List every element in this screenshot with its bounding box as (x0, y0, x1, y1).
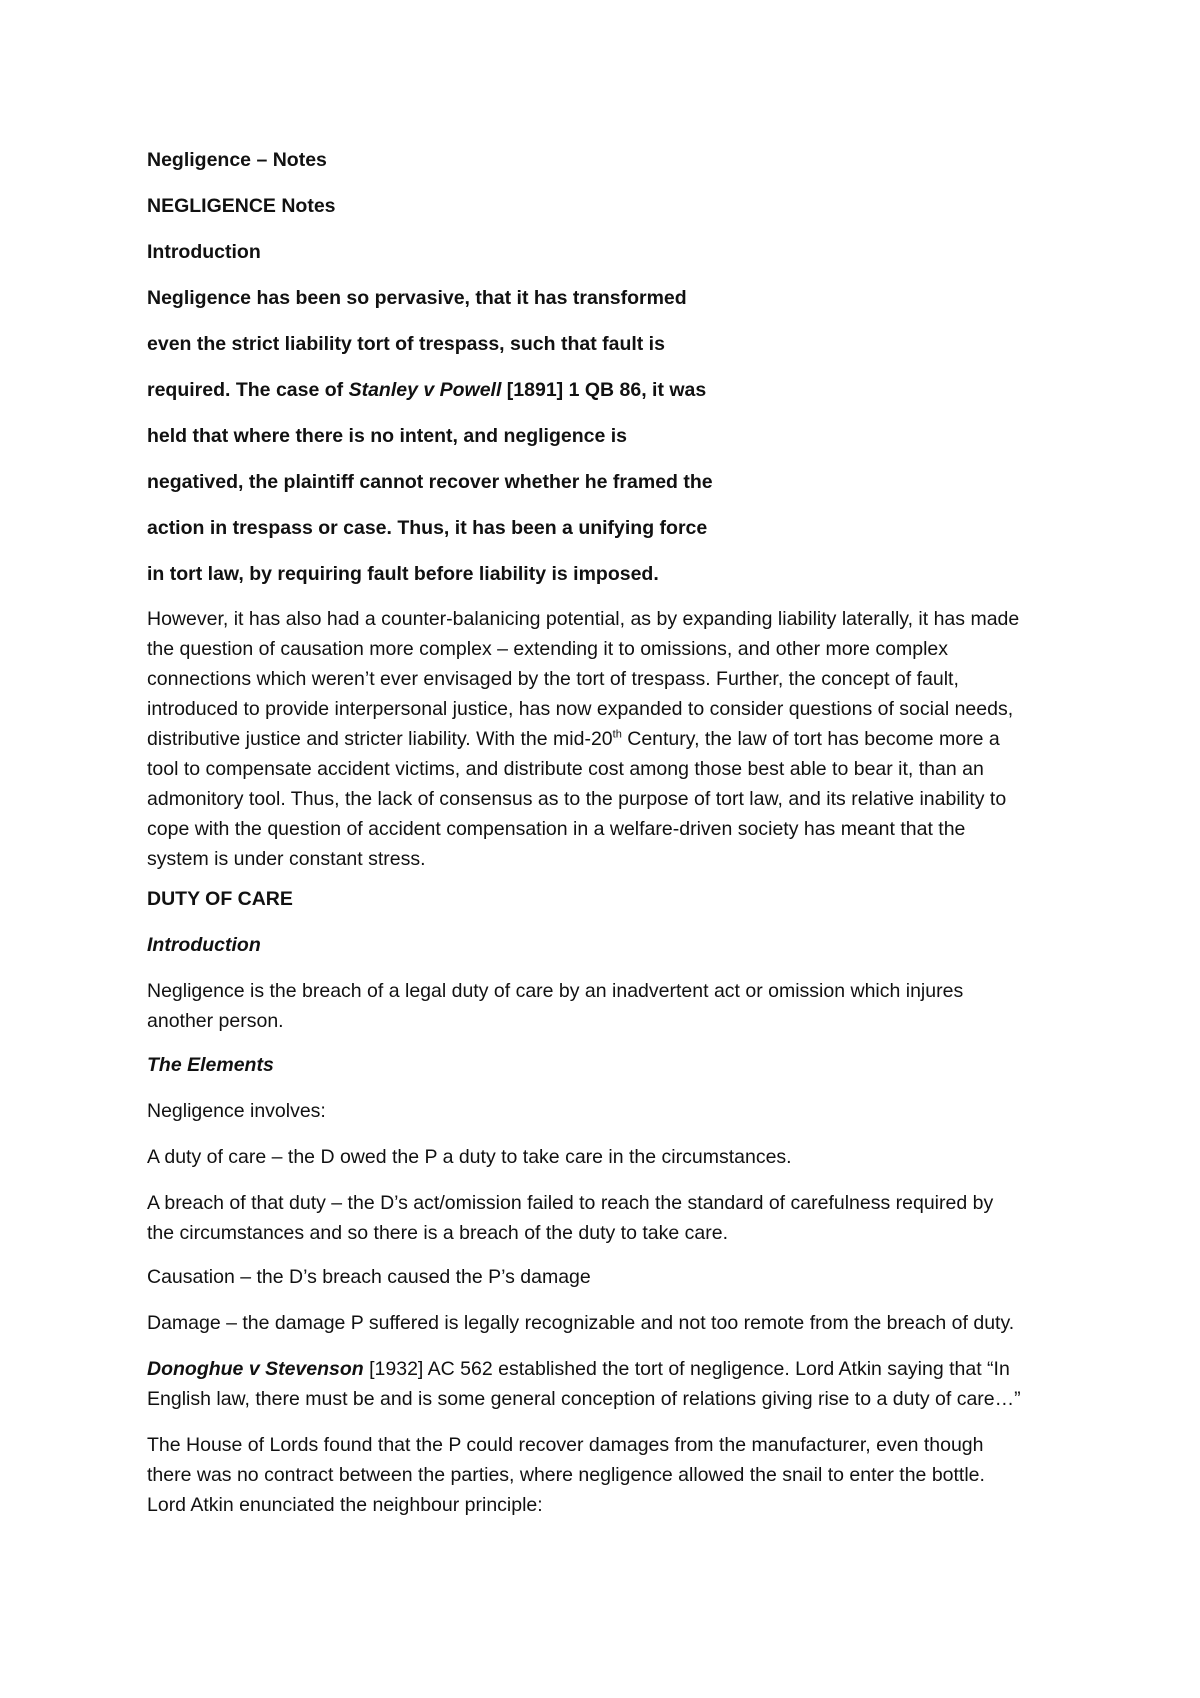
paragraph-line: However, it has also had a counter-balanicing potential, as by expanding liability laterally, it has made (147, 608, 1020, 630)
donoghue-line-1-post: [1932] AC 562 established the tort of negligence. Lord Atkin saying that “In (363, 1358, 1010, 1380)
bold-intro-line-6: action in trespass or case. Thus, it has been a unifying force (147, 517, 708, 539)
paragraph-line: the circumstances and so there is a breach of the duty to take care. (147, 1222, 728, 1244)
paragraph-line: there was no contract between the parties, where negligence allowed the snail to enter the bottle. (147, 1464, 985, 1486)
definition-paragraph (147, 976, 1087, 1036)
involves-text: Negligence involves: (147, 1100, 326, 1122)
paragraph-line: tool to compensate accident victims, and distribute cost among those best able to bear it, than an (147, 758, 984, 780)
paragraph-line-pre: distributive justice and stricter liability. With the mid-20 (147, 728, 613, 750)
bold-intro-line-5: negatived, the plaintiff cannot recover whether he framed the (147, 471, 713, 493)
document-title: Negligence – Notes (147, 149, 327, 171)
duty-intro-heading: Introduction (147, 934, 261, 956)
paragraph-line-post: Century, the law of tort has become more a (621, 728, 1000, 750)
bold-intro-line-3-post: [1891] 1 QB 86, it was (501, 379, 707, 401)
paragraph-line: admonitory tool. Thus, the lack of consensus as to the purpose of tort law, and its relative inability to (147, 788, 1007, 810)
paragraph-line: A breach of that duty – the D’s act/omission failed to reach the standard of carefulness required by (147, 1192, 994, 1214)
element-breach (147, 1188, 1087, 1248)
case-name-donoghue-v-stevenson: Donoghue v Stevenson (147, 1358, 364, 1380)
elements-heading: The Elements (147, 1054, 274, 1076)
bold-intro-line-3 (147, 378, 706, 402)
paragraph-line: cope with the question of accident compensation in a welfare-driven society has meant that the (147, 818, 966, 840)
bold-intro-line-4: held that where there is no intent, and negligence is (147, 425, 627, 447)
house-of-lords-paragraph (147, 1430, 1087, 1520)
paragraph-line: connections which weren’t ever envisaged by the tort of trespass. Further, the concept of fault, (147, 668, 959, 690)
paragraph-line: the question of causation more complex – extending it to omissions, and other more complex (147, 638, 949, 660)
element-causation: Causation – the D’s breach caused the P’s damage (147, 1266, 591, 1288)
paragraph-line (147, 724, 1087, 754)
paragraph-line: another person. (147, 1010, 284, 1032)
paragraph-line: The House of Lords found that the P could recover damages from the manufacturer, even though (147, 1434, 984, 1456)
paragraph-line (147, 1354, 1087, 1384)
paragraph-line: Lord Atkin enunciated the neighbour principle: (147, 1494, 543, 1516)
bold-intro-line-2: even the strict liability tort of trespass, such that fault is (147, 333, 665, 355)
bold-intro-line-3-pre: required. The case of (147, 379, 349, 401)
paragraph-line: introduced to provide interpersonal justice, has now expanded to consider questions of social needs, (147, 698, 1014, 720)
bold-intro-line-7: in tort law, by requiring fault before liability is imposed. (147, 563, 659, 585)
paragraph-counter-balancing (147, 604, 1087, 874)
intro-heading: Introduction (147, 241, 261, 263)
paragraph-line: system is under constant stress. (147, 848, 426, 870)
paragraph-line: English law, there must be and is some general conception of relations giving rise to a duty of care…” (147, 1388, 1021, 1410)
element-damage: Damage – the damage P suffered is legally recognizable and not too remote from the breach of duty. (147, 1312, 1015, 1334)
case-name-stanley-v-powell: Stanley v Powell (348, 379, 502, 401)
element-duty: A duty of care – the D owed the P a duty to take care in the circumstances. (147, 1146, 792, 1168)
donoghue-paragraph (147, 1354, 1087, 1414)
duty-of-care-heading: DUTY OF CARE (147, 888, 293, 910)
document-subtitle: NEGLIGENCE Notes (147, 195, 336, 217)
superscript-th: th (612, 728, 622, 741)
bold-intro-line-1: Negligence has been so pervasive, that it has transformed (147, 287, 687, 309)
paragraph-line: Negligence is the breach of a legal duty of care by an inadvertent act or omission which injures (147, 980, 964, 1002)
